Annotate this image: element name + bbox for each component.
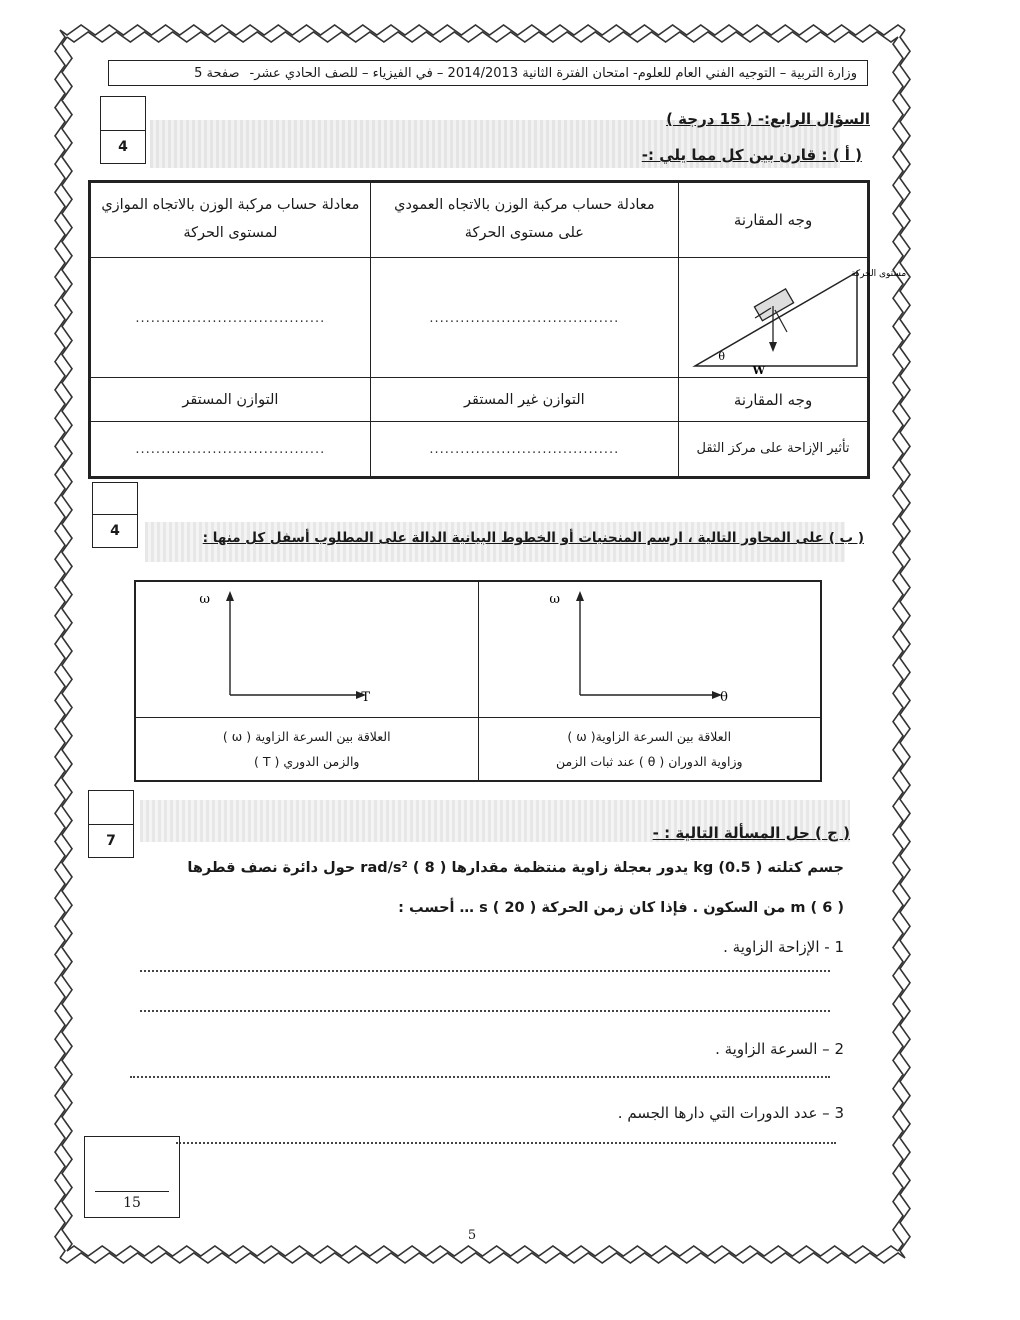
score-value: 4 <box>110 523 120 539</box>
item-1: 1 - الإزاحة الزاوية . <box>723 938 844 956</box>
blank-unstable[interactable]: ..................................... <box>370 422 678 478</box>
score-box-c <box>88 824 134 858</box>
score-value: 7 <box>106 833 116 849</box>
right-caption-line2: وزاوية الدوران ( θ ) عند ثبات الزمن <box>555 753 743 769</box>
right-y-axis-label: ω <box>549 592 560 608</box>
border-zigzag <box>55 30 65 1258</box>
stable-equilibrium: التوازن المستقر <box>90 378 371 422</box>
graph-left-caption <box>135 717 478 781</box>
weight-arrowhead <box>769 342 777 352</box>
graph-left-cell[interactable] <box>135 581 478 717</box>
incline-diagram <box>681 260 907 377</box>
item-2: 2 – السرعة الزاوية . <box>715 1040 844 1058</box>
header-perpendicular: معادلة حساب مركبة الوزن بالاتجاه العمودي على مستوى الحركة <box>370 182 678 258</box>
score-box-b <box>92 514 138 548</box>
part-c-label: ( ج ) حل المسألة التالية : - <box>652 824 850 842</box>
blank-perpendicular[interactable]: ..................................... <box>370 258 678 378</box>
problem-line-2: m ( 6 ) من السكون . فإذا كان زمن الحركة s ( 20 ) … أحسب : <box>398 900 844 916</box>
left-caption-line2: والزمن الدوري ( T ) <box>254 753 360 769</box>
border-zigzag <box>900 30 910 1258</box>
graphs-table <box>134 580 822 782</box>
page-number: 5 <box>467 1228 477 1243</box>
total-score: 15 <box>123 1195 141 1211</box>
incline-diagram-cell <box>679 258 907 378</box>
answer-line-3[interactable] <box>176 1142 836 1144</box>
border-zigzag <box>60 1253 905 1263</box>
right-x-axis-label: θ <box>720 690 728 706</box>
answer-line-1b[interactable] <box>140 1010 830 1012</box>
total-score-box <box>84 1136 180 1218</box>
graph-right-caption <box>478 717 821 781</box>
left-caption-line1: العلاقة بين السرعة الزاوية ( ω ) <box>222 728 391 744</box>
problem-line-1: جسم كتلته kg (0.5 ) يدور بعجلة زاوية منتظمة مقدارها rad/s² ( 8 ) حول دائرة نصف قطرها <box>187 860 844 876</box>
plane-label: مستوى الحركة <box>851 268 907 279</box>
w-label: W <box>752 363 765 377</box>
answer-line-1a[interactable] <box>140 970 830 972</box>
graph-right-axes <box>480 583 820 715</box>
answer-line-2[interactable] <box>130 1076 830 1078</box>
unstable-equilibrium: التوازن غير المستقر <box>370 378 678 422</box>
header-aspect: وجه المقارنة <box>679 182 869 258</box>
score-box-c-top <box>88 790 134 828</box>
theta-label: θ <box>718 349 725 363</box>
border-zigzag <box>67 32 898 42</box>
border-zigzag <box>67 1246 898 1256</box>
part-a-label: ( أ ) : قارن بين كل مما يلي :- <box>641 146 862 164</box>
exam-header <box>108 60 868 86</box>
header-text: وزارة التربية – التوجيه الفني العام للعلوم- امتحان الفترة الثانية 2014/2013 – في الفيزياء – للصف الحادي عشر- <box>249 65 857 81</box>
block <box>754 288 793 320</box>
border-zigzag <box>62 37 72 1251</box>
graph-right-cell[interactable] <box>478 581 821 717</box>
row3-aspect: تأثير الإزاحة على مركز الثقل <box>679 422 869 478</box>
left-x-axis-label: T <box>360 690 370 706</box>
page-label: صفحة 5 <box>194 65 240 81</box>
part-b-label: ( ب ) على المحاور التالية ، ارسم المنحنيات أو الخطوط البيانية الدالة على المطلوب أسفل كل منها : <box>202 530 864 546</box>
graph-left-axes <box>138 583 478 715</box>
score-value: 4 <box>118 139 128 155</box>
border-zigzag <box>60 25 905 35</box>
question4-title: السؤال الرابع:- ( 15 درجة ) <box>666 110 870 128</box>
left-y-axis-label: ω <box>198 592 210 608</box>
comparison-table <box>88 180 907 479</box>
row2-aspect: وجه المقارنة <box>679 378 869 422</box>
border-zigzag <box>893 37 903 1251</box>
score-box-q4 <box>100 130 146 164</box>
right-caption-line1: العلاقة بين السرعة الزاوية( ω ) <box>567 728 732 744</box>
header-parallel: معادلة حساب مركبة الوزن بالاتجاه الموازي لمستوى الحركة <box>90 182 371 258</box>
blank-parallel[interactable]: ..................................... <box>90 258 371 378</box>
item-3: 3 – عدد الدورات التي دارها الجسم . <box>617 1104 844 1122</box>
blank-stable[interactable]: ..................................... <box>90 422 371 478</box>
score-box-top <box>100 96 146 134</box>
